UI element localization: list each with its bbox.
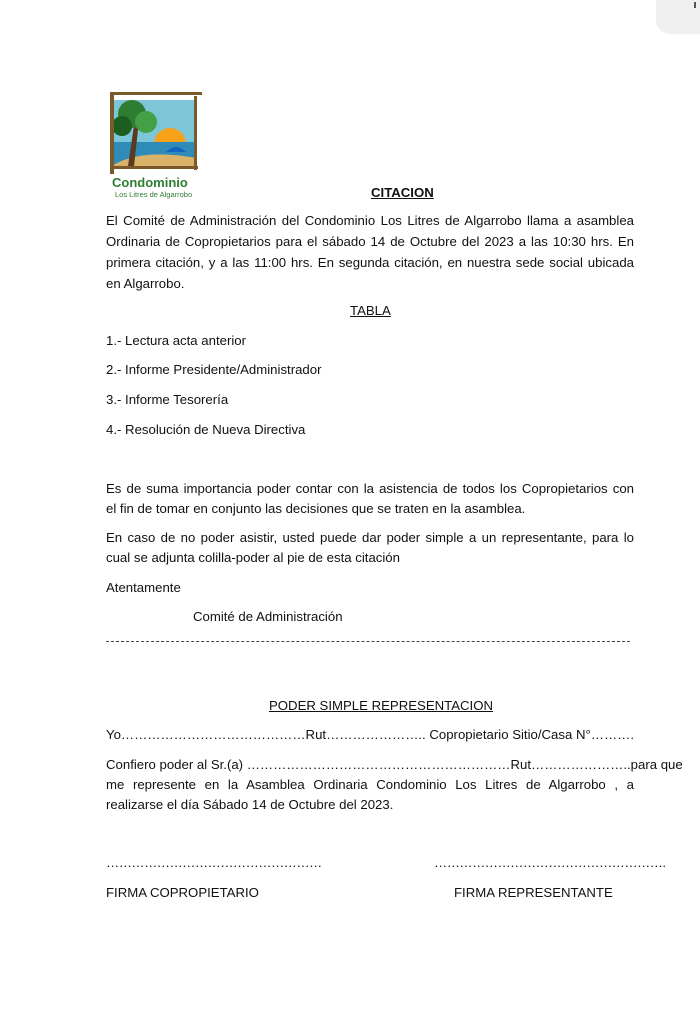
firma-copropietario: FIRMA COPROPIETARIO [106, 885, 259, 900]
corner-mark [694, 2, 696, 8]
logo-subtitle: Los Litres de Algarrobo [115, 190, 193, 199]
page-corner [656, 0, 700, 34]
proxy-line-1: En caso de no poder asistir, usted puede dar poder simple a un representante, para lo [106, 530, 634, 545]
agenda-item-1: 1.- Lectura acta anterior [106, 333, 247, 348]
agenda-item-3: 3.- Informe Tesorería [106, 392, 229, 407]
intro-line-2: Ordinaria de Copropietarios para el sábado 14 de Octubre del 2023 a las 10:30 hrs. En [106, 234, 634, 249]
poder-line-1: Yo……………………………………Rut………………….. Copropietario Sitio/Casa N°………. [106, 727, 634, 742]
agenda-item-4: 4.- Resolución de Nueva Directiva [106, 422, 306, 437]
intro-line-3: primera citación, y a las 11:00 hrs. En segunda citación, en nuestra sede social ubicada [106, 255, 634, 270]
poder-line-4: realizarse el día Sábado 14 de Octubre del 2023. [106, 797, 394, 812]
logo-title: Condominio [112, 175, 188, 190]
intro-line-4: en Algarrobo. [106, 276, 185, 291]
poder-line-2: Confiero poder al Sr.(a) ……………………………………………………Rut…………………..para que [106, 757, 683, 772]
poder-line-3: me represente en la Asamblea Ordinaria Condominio Los Litres de Algarrobo , a [106, 777, 634, 792]
signature-committee: Comité de Administración [193, 609, 343, 624]
proxy-line-2: cual se adjunta colilla-poder al pie de esta citación [106, 550, 400, 565]
logo-graphic [110, 92, 202, 174]
intro-line-1: El Comité de Administración del Condominio Los Litres de Algarrobo llama a asamblea [106, 213, 634, 228]
importance-line-1: Es de suma importancia poder contar con la asistencia de todos los Copropietarios con [106, 481, 634, 496]
agenda-item-2: 2.- Informe Presidente/Administrador [106, 362, 322, 377]
tabla-title: TABLA [350, 303, 391, 318]
signature-line-right: ………………………………………………. [434, 855, 666, 870]
condominio-logo [106, 92, 202, 202]
closing: Atentamente [106, 580, 181, 595]
citacion-title: CITACION [371, 185, 434, 200]
cut-line [106, 641, 630, 642]
signature-line-left: …………………………………………… [106, 855, 322, 870]
poder-title: PODER SIMPLE REPRESENTACION [269, 698, 493, 713]
firma-representante: FIRMA REPRESENTANTE [454, 885, 613, 900]
importance-line-2: el fin de tomar en conjunto las decisiones que se traten en la asamblea. [106, 501, 526, 516]
